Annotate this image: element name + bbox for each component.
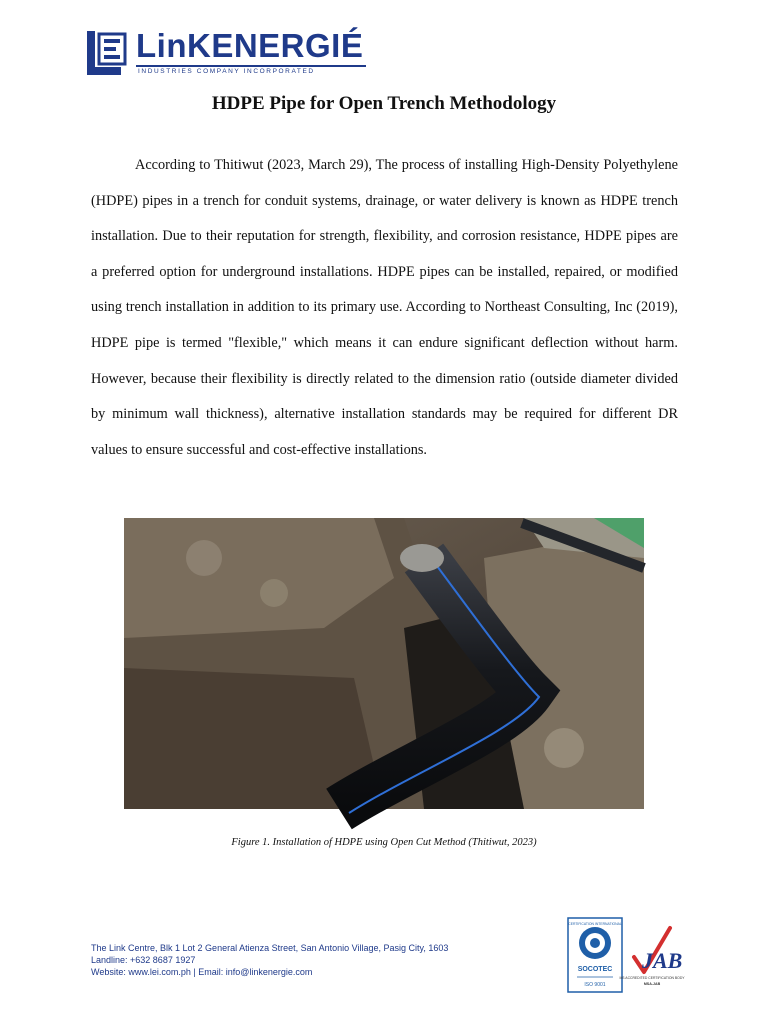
socotec-iso-9001-badge-icon [567, 917, 623, 993]
logo-underline [136, 65, 366, 67]
logo-subtitle: INDUSTRIES COMPANY INCORPORATED [138, 68, 315, 75]
jab-code: MSA-JAB [643, 982, 661, 986]
footer-contact [91, 942, 448, 978]
jab-mark: JAB [642, 948, 683, 973]
footer-address: The Link Centre, Blk 1 Lot 2 General Atienza Street, San Antonio Village, Pasig City, 1603 [91, 943, 449, 953]
jab-accreditation-icon [619, 922, 685, 992]
figure-caption: Figure 1. Installation of HDPE using Open Cut Method (Thitiwut, 2023) [231, 837, 537, 848]
linkenergie-logo-icon [86, 28, 128, 78]
footer-web-email: Website: www.lei.com.ph | Email: info@linkenergie.com [91, 967, 313, 977]
trench-pipe-photo [124, 518, 644, 809]
socotec-ring-text: CERTIFICATION INTERNATIONAL [568, 922, 622, 926]
logo-wordmark: LinKENERGIÉ [136, 27, 364, 64]
document-title: HDPE Pipe for Open Trench Methodology [211, 93, 557, 114]
company-logo [86, 26, 364, 80]
socotec-name: SOCOTEC [577, 966, 613, 973]
footer-landline: Landline: +632 8687 1927 [91, 955, 196, 965]
body-paragraph: According to Thitiwut (2023, March 29), The process of installing High-Density Polyethylene (HDPE) pipes in a trench for conduit systems, drainage, or water delivery is known as HDPE trench installation. Due to their reputation for strength, flexibility, and corrosion resistance, HDPE pipes are a preferred option for underground installations. HDPE pipes can be installed, repaired, or modified using trench installation in addition to its primary use. According to Northeast Consulting, Inc (2019), HDPE pipe is termed "flexible," which means it can endure significant deflection without harm. However, because their flexibility is directly related to the dimension ratio (outside diameter divided by minimum wall thickness), alternative installation standards may be required for different DR values to ensure successful and cost-effective installations. [91, 157, 678, 458]
socotec-standard: ISO 9001 [584, 982, 606, 988]
jab-caption: MS ACCREDITED CERTIFICATION BODY [619, 976, 685, 980]
